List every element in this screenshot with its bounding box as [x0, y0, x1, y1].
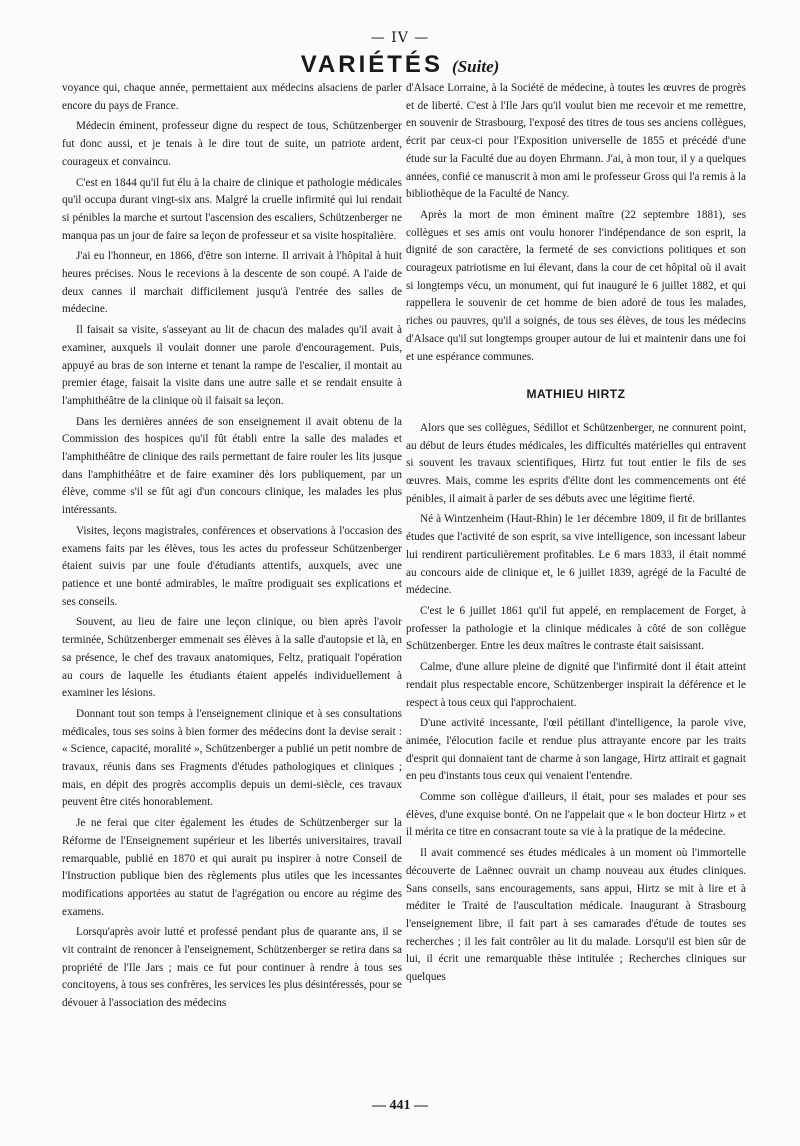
paragraph: D'une activité incessante, l'œil pétillant d'intelligence, la parole vive, animée, l'élocution facile et rendue plus attrayante encore par les traits d'esprit qui donnaient tant de charme à son langage, Hirtz attirait et gagnait en peu d'instants tous ceux qui venaient l'entendre.	[406, 717, 746, 783]
paragraph: Médecin éminent, professeur digne du respect de tous, Schützenberger fut donc aussi, et je tenais à le dire tout de suite, un patriote ardent, courageux et convaincu.	[62, 120, 402, 168]
paragraph: Calme, d'une allure pleine de dignité que l'infirmité dont il était atteint rendait plus respectable encore, Schützenberger inspirait la déférence et le respect à tous ceux qui l'approchaient.	[406, 661, 746, 709]
right-column	[406, 80, 746, 990]
title-suffix: (Suite)	[452, 57, 500, 76]
section-heading: MATHIEU HIRTZ	[526, 387, 626, 402]
paragraph: J'ai eu l'honneur, en 1866, d'être son interne. Il arrivait à l'hôpital à huit heures précises. Nous le recevions à la descente de son coupé. A l'aide de deux cannes il marchait difficilement jusqu'à l'entrée des salles de médecine.	[62, 250, 402, 316]
roman-page-number: — IV —	[370, 30, 430, 46]
paragraph: Après la mort de mon éminent maître (22 septembre 1881), ses collègues et ses amis ont voulu honorer l'indépendance de son esprit, la dignité de son caractère, la fermeté de ses convictions politiques et son courageux patriotisme en lui élevant, dans la cour de cet hôpital où il avait si longtemps vécu, un monument, qui fut inauguré le 6 juillet 1882, et qui rappellera le souvenir de cet homme de bien adoré de tous les malades, riches ou pauvres, qu'il a soignés, de tous ses élèves, de tous les médecins d'Alsace qu'il sut longtemps grouper autour de lui et maintenir dans une foi et une espérance communes.	[406, 208, 746, 363]
paragraph: Je ne ferai que citer également les études de Schützenberger sur la Réforme de l'Enseignement supérieur et les libertés universitaires, travail remarquable, publié en 1870 et qui aurait pu inspirer à notre Conseil de l'Instruction publique bien des règlements plus utiles que les incessantes modifications apportées au statut de l'agrégation ou encore au régime des examens.	[62, 817, 402, 918]
paragraph: d'Alsace Lorraine, à la Société de médecine, à toutes les œuvres de progrès et de liberté. C'est à l'Ile Jars qu'il voulut bien me recevoir et me remettre, en souvenir de Strasbourg, l'exposé des titres de tous ses anciens collègues, écrit par ceux-ci pour l'Exposition universelle de 1855 et précédé d'une étude sur la Faculté due au doyen Ehrmann. J'ai, à mon tour, il y a quelques années, confié ce manuscrit à mon ami le professeur Gross qui l'a remis à la bibliothèque de la Faculté de Nancy.	[406, 82, 746, 201]
paragraph: C'est en 1844 qu'il fut élu à la chaire de clinique et pathologie médicales qu'il occupa durant vingt-six ans. Malgré la cruelle infirmité qui lui rendait si pénibles la marche et surtout l'ascension des escaliers, Schützenberger ne manqua pas un jour de faire sa leçon de professeur et sa visite hospitalière.	[62, 176, 402, 242]
paragraph: Alors que ses collègues, Sédillot et Schützenberger, ne connurent point, au début de leurs études médicales, les difficultés matérielles qui entravent si souvent les travaux scientifiques, Hirtz fut tout entier le fils de ses œuvres. Mais, comme les esprits d'élite dont les commencements ont été pénibles, il aimait à parler de ses débuts avec une légitime fierté.	[406, 421, 746, 505]
paragraph: Souvent, au lieu de faire une leçon clinique, ou bien après l'avoir terminée, Schützenberger emmenait ses élèves à la salle d'autopsie et là, en sa présence, le chef des travaux anatomiques, Feltz, pratiquait l'opération au cours de laquelle les étudiants étaient appelés individuellement à examiner les lésions.	[62, 616, 402, 700]
paragraph: Il faisait sa visite, s'asseyant au lit de chacun des malades qu'il avait à examiner, auxquels il voulait donner une parole d'encouragement. Puis, appuyé au bras de son interne et tenant la rampe de l'escalier, il montait au premier étage, faisait la visite dans une autre salle et se rendait ensuite à l'amphithéâtre de la clinique où il faisait sa leçon.	[62, 324, 402, 407]
paragraph: Né à Wintzenheim (Haut-Rhin) le 1er décembre 1809, il fit de brillantes études que l'activité de son esprit, sa vive intelligence, son incessant labeur lui rendirent particulièrement profitables. Le 6 mars 1833, il était nommé au concours aide de clinique et, le 6 juillet 1839, agrégé de la Faculté de médecine.	[406, 513, 746, 597]
paragraph: Donnant tout son temps à l'enseignement clinique et à ses consultations médicales, tous ses soins à bien former des médecins dont la devise serait : « Science, capacité, moralité », Schützenberger a publié un petit nombre de travaux, réunis dans ses Fragments d'études pathologiques et cliniques ; mais, en dépit des progrès accomplis depuis un demi-siècle, ces travaux peuvent être cités honorablement.	[62, 707, 402, 809]
paragraph: Il avait commencé ses études médicales à un moment où l'immortelle découverte de Laënnec ouvrait un champ nouveau aux études cliniques. Sans conseils, sans encouragements, sans appui, Hirtz se mit à lire et à méditer le Traité de l'auscultation médicale. Inaugurant à Strasbourg l'enseignement libre, il fait part à ses camarades d'étude de toutes ses recherches ; il les fait contrôler au lit du malade. Lorsqu'il est bien sûr de lui, il écrit une remarquable thèse intitulée ; Recherches cliniques sur quelques	[406, 847, 746, 984]
paragraph: Comme son collègue d'ailleurs, il était, pour ses malades et pour ses élèves, d'une exquise bonté. On ne l'appelait que « le bon docteur Hirtz » et il mérita ce titre en consacrant toute sa vie à la pratique de la médecine.	[406, 791, 746, 839]
paragraph: Visites, leçons magistrales, conférences et observations à l'occasion des examens faits par les élèves, tous les actes du professeur Schützenberger étaient suivis par une foule d'étudiants attentifs, auxquels, avec une patience et une bonté admirables, le maître prodiguait ses explications et ses conseils.	[62, 524, 402, 608]
paragraph: C'est le 6 juillet 1861 qu'il fut appelé, en remplacement de Forget, à professer la pathologie et la clinique médicales à côté de son collègue Schützenberger. Entre les deux maîtres le contraste était saisissant.	[406, 604, 746, 653]
left-column	[62, 80, 402, 1016]
title-main: VARIÉTÉS	[300, 51, 443, 78]
page-number: — 441 —	[372, 1098, 428, 1113]
paragraph: voyance qui, chaque année, permettaient aux médecins alsaciens de parler encore du pays de France.	[62, 82, 402, 112]
paragraph: Dans les dernières années de son enseignement il avait obtenu de la Commission des hospices qu'il fût établi entre la salle des malades et l'amphithéâtre de clinique des rails permettant de faire rouler les lits jusque dans l'amphithéâtre et de faire examiner dès lors publiquement, par un élève, comme s'il se fût agi d'un concours clinique, les malades les plus intéressants.	[62, 415, 402, 517]
paragraph: Lorsqu'après avoir lutté et professé pendant plus de quarante ans, il se vit contraint de renoncer à l'enseignement, Schützenberger se retira dans sa propriété de l'Ile Jars ; mais ce fut pour continuer à rendre à tous ses concitoyens, à tous ses confrères, les services les plus désintéressés, pour se dévouer à l'association des médecins	[62, 926, 402, 1010]
page-title	[0, 50, 800, 82]
